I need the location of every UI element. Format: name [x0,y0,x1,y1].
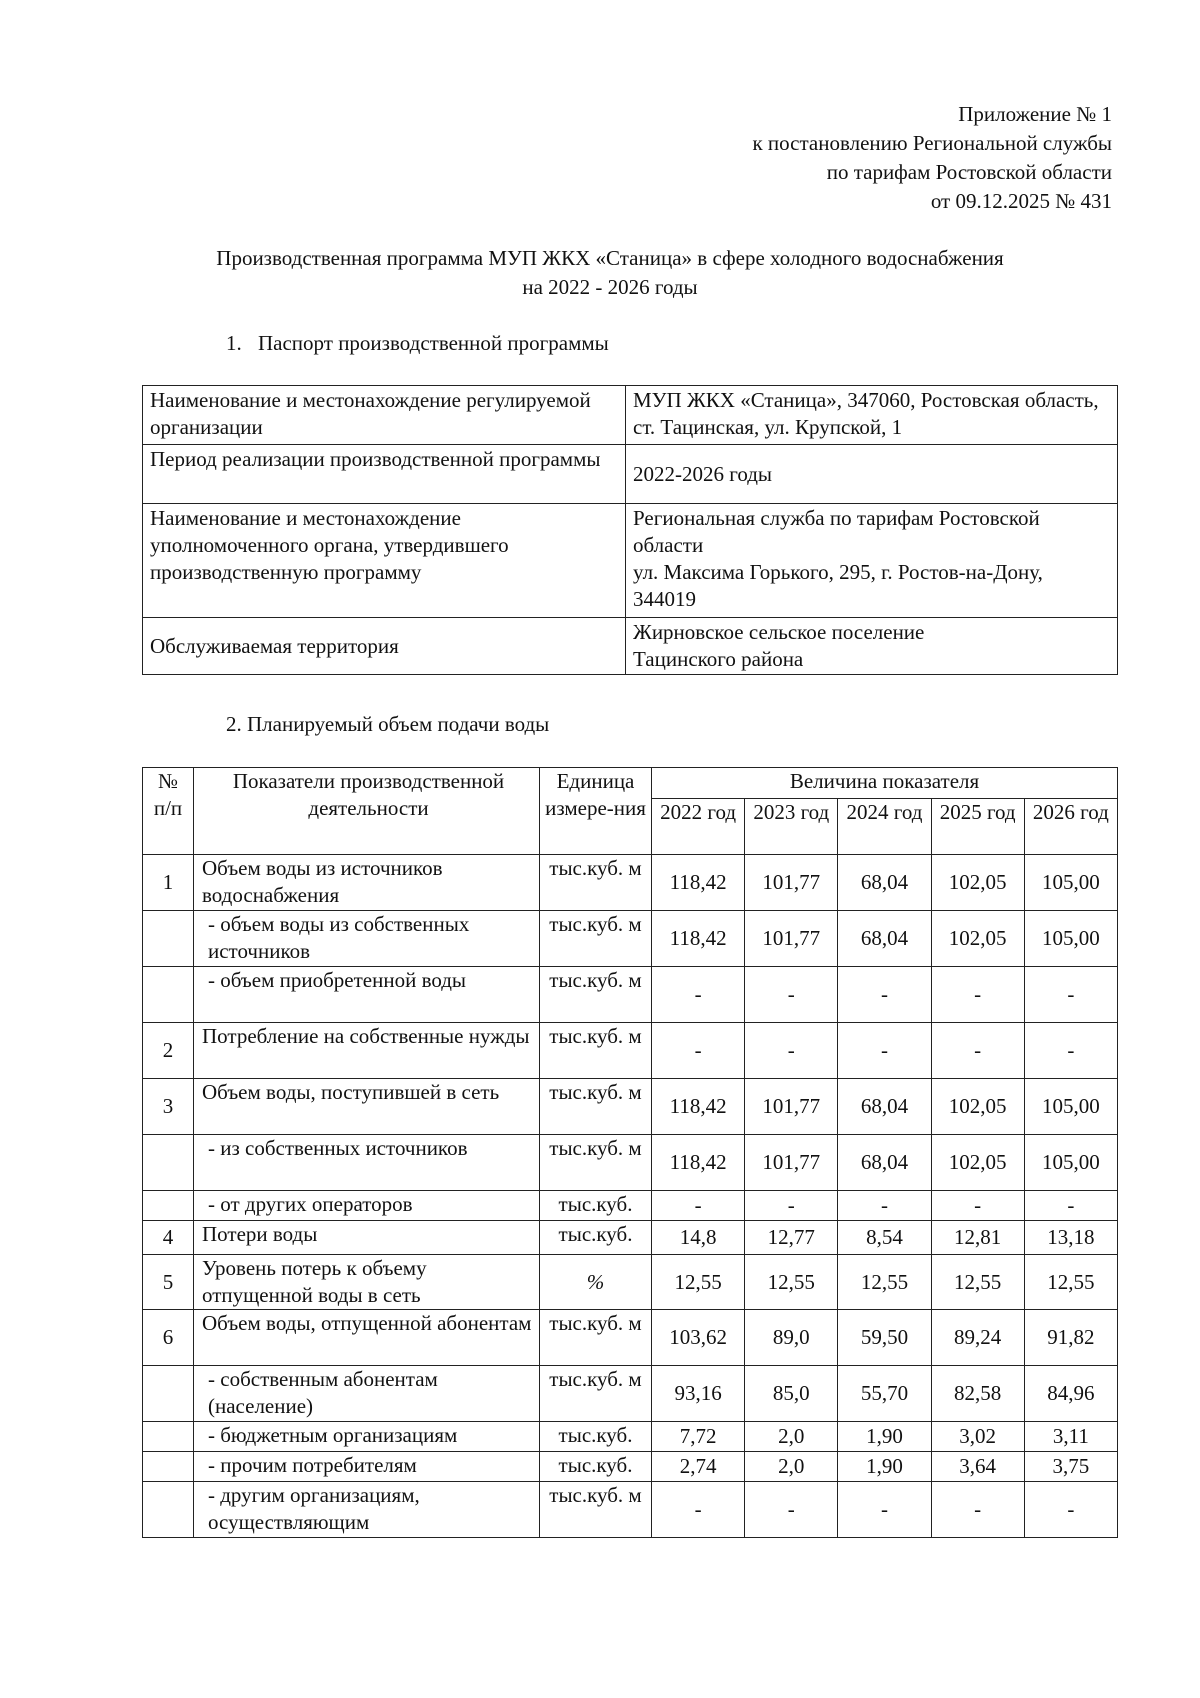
unit-cell: тыс.куб. м [540,967,652,1023]
table-row [143,967,1118,1023]
passport-value: 2022-2026 годы [626,445,1118,504]
value-cell: - [652,967,745,1023]
passport-label: Наименование и местонахождение регулируемой организации [143,386,626,445]
row-number [143,1452,194,1482]
value-cell: - [931,1482,1024,1538]
section-2-heading: 2. Планируемый объем подачи воды [226,712,550,736]
indicator-name: - объем воды из собственных источников [194,911,540,967]
col-header-no: № п/п [143,768,194,855]
row-number [143,1422,194,1452]
indicator-name: - бюджетным организациям [194,1422,540,1452]
unit-cell: тыс.куб. [540,1452,652,1482]
value-cell: 89,24 [931,1310,1024,1366]
value-cell: 102,05 [931,1079,1024,1135]
value-cell: 105,00 [1024,1079,1117,1135]
value-cell: 103,62 [652,1310,745,1366]
value-cell: 89,0 [745,1310,838,1366]
passport-value [626,618,1118,675]
value-cell: 8,54 [838,1221,931,1255]
table-row [143,855,1118,911]
value-cell: - [838,1191,931,1221]
value-cell: - [931,1023,1024,1079]
table-row [143,1422,1118,1452]
value-cell: 101,77 [745,1135,838,1191]
value-cell: 68,04 [838,1079,931,1135]
unit-cell: тыс.куб. м [540,1366,652,1422]
section-title: Паспорт производственной программы [258,331,609,355]
value-cell: - [745,1191,838,1221]
value-cell: 7,72 [652,1422,745,1452]
table-row [143,1135,1118,1191]
row-number [143,911,194,967]
value-cell: - [745,967,838,1023]
value-cell: - [1024,1023,1117,1079]
value-cell: - [1024,1482,1117,1538]
value-cell: 68,04 [838,855,931,911]
value-cell: 12,55 [931,1255,1024,1310]
value-cell: 55,70 [838,1366,931,1422]
unit-cell: тыс.куб. [540,1191,652,1221]
value-cell: - [652,1023,745,1079]
col-header-year: 2022 год [652,799,745,855]
value-cell: - [931,967,1024,1023]
passport-value-line: ул. Максима Горького, 295, г. Ростов-на-Дону, 344019 [633,560,1043,611]
table-row [143,1366,1118,1422]
col-header-value-group: Величина показателя [652,768,1118,799]
unit-cell: тыс.куб. м [540,1023,652,1079]
col-header-unit: Единица измере-ния [540,768,652,855]
indicator-name: Потребление на собственные нужды [194,1023,540,1079]
passport-row [143,618,1118,675]
row-number [143,1482,194,1538]
section-1-heading [226,330,609,356]
unit-cell: тыс.куб. [540,1422,652,1452]
value-cell: - [745,1482,838,1538]
value-cell: 2,74 [652,1452,745,1482]
indicator-name: Объем воды из источников водоснабжения [194,855,540,911]
passport-value-line: Тацинского района [633,647,804,671]
title-line: Производственная программа МУП ЖКХ «Станица» в сфере холодного водоснабжения [216,246,1004,270]
row-number: 3 [143,1079,194,1135]
annex-line: Приложение № 1 [958,102,1112,126]
water-volume-table [142,767,1118,1538]
unit-cell: тыс.куб. [540,1221,652,1255]
value-cell: 85,0 [745,1366,838,1422]
passport-value-line: Региональная служба по тарифам Ростовской области [633,506,1040,557]
value-cell: 68,04 [838,1135,931,1191]
value-cell: - [838,967,931,1023]
indicator-name: - другим организациям, осуществляющим [194,1482,540,1538]
row-number [143,1366,194,1422]
value-cell: 118,42 [652,911,745,967]
section-number: 1. [226,331,242,355]
col-header-year: 2024 год [838,799,931,855]
table-row [143,1452,1118,1482]
value-cell: 14,8 [652,1221,745,1255]
title-line: на 2022 - 2026 годы [522,275,698,299]
value-cell: 3,75 [1024,1452,1117,1482]
value-cell: 105,00 [1024,911,1117,967]
table-row [143,1221,1118,1255]
col-header-year: 2023 год [745,799,838,855]
indicator-name: Уровень потерь к объему отпущенной воды в сеть [194,1255,540,1310]
value-cell: - [931,1191,1024,1221]
passport-row [143,386,1118,445]
annex-header [752,100,1112,216]
row-number [143,967,194,1023]
unit-cell: тыс.куб. м [540,1310,652,1366]
value-cell: 101,77 [745,855,838,911]
unit-cell: тыс.куб. м [540,1135,652,1191]
indicator-name: Потери воды [194,1221,540,1255]
table-row [143,1482,1118,1538]
col-header-indicator: Показатели производственной деятельности [194,768,540,855]
value-cell: 1,90 [838,1422,931,1452]
value-cell: 3,02 [931,1422,1024,1452]
table-row [143,1079,1118,1135]
passport-row [143,504,1118,618]
passport-row [143,445,1118,504]
value-cell: 101,77 [745,1079,838,1135]
indicator-name: Объем воды, поступившей в сеть [194,1079,540,1135]
value-cell: - [838,1023,931,1079]
value-cell: 2,0 [745,1452,838,1482]
row-number: 6 [143,1310,194,1366]
document-title [130,244,1090,302]
value-cell: 102,05 [931,1135,1024,1191]
value-cell: 105,00 [1024,855,1117,911]
col-header-year: 2025 год [931,799,1024,855]
table-body [143,855,1118,1538]
value-cell: - [1024,1191,1117,1221]
value-cell: - [652,1482,745,1538]
value-cell: 3,11 [1024,1422,1117,1452]
indicator-name: - объем приобретенной воды [194,967,540,1023]
value-cell: 13,18 [1024,1221,1117,1255]
value-cell: 118,42 [652,1079,745,1135]
unit-cell: % [540,1255,652,1310]
passport-value-line: Жирновское сельское поселение [633,620,925,644]
table-row [143,1255,1118,1310]
indicator-name: - прочим потребителям [194,1452,540,1482]
value-cell: 1,90 [838,1452,931,1482]
row-number: 1 [143,855,194,911]
value-cell: - [745,1023,838,1079]
table-row [143,1191,1118,1221]
value-cell: 118,42 [652,855,745,911]
value-cell: - [838,1482,931,1538]
annex-line: от 09.12.2025 № 431 [930,189,1112,213]
unit-cell: тыс.куб. м [540,1482,652,1538]
table-row [143,911,1118,967]
unit-cell: тыс.куб. м [540,855,652,911]
value-cell: 12,77 [745,1221,838,1255]
col-header-year: 2026 год [1024,799,1117,855]
passport-label: Период реализации производственной программы [143,445,626,504]
passport-label: Наименование и местонахождение уполномоченного органа, утвердившего производственную программу [143,504,626,618]
value-cell: 12,81 [931,1221,1024,1255]
value-cell: 68,04 [838,911,931,967]
passport-label: Обслуживаемая территория [143,618,626,675]
value-cell: 91,82 [1024,1310,1117,1366]
value-cell: 84,96 [1024,1366,1117,1422]
indicator-name: - собственным абонентам (население) [194,1366,540,1422]
row-number [143,1135,194,1191]
annex-line: к постановлению Региональной службы [752,131,1112,155]
value-cell: 3,64 [931,1452,1024,1482]
table-row [143,1023,1118,1079]
table-row [143,1310,1118,1366]
row-number: 5 [143,1255,194,1310]
value-cell: 101,77 [745,911,838,967]
value-cell: 12,55 [745,1255,838,1310]
passport-table [142,385,1118,675]
row-number: 2 [143,1023,194,1079]
value-cell: 102,05 [931,855,1024,911]
passport-value: МУП ЖКХ «Станица», 347060, Ростовская область, ст. Тацинская, ул. Крупской, 1 [626,386,1118,445]
value-cell: 12,55 [1024,1255,1117,1310]
row-number [143,1191,194,1221]
value-cell: 82,58 [931,1366,1024,1422]
value-cell: - [1024,967,1117,1023]
value-cell: 2,0 [745,1422,838,1452]
value-cell: 118,42 [652,1135,745,1191]
passport-value [626,504,1118,618]
value-cell: 93,16 [652,1366,745,1422]
value-cell: 59,50 [838,1310,931,1366]
unit-cell: тыс.куб. м [540,911,652,967]
indicator-name: - из собственных источников [194,1135,540,1191]
unit-cell: тыс.куб. м [540,1079,652,1135]
value-cell: 105,00 [1024,1135,1117,1191]
header-row [143,768,1118,799]
indicator-name: Объем воды, отпущенной абонентам [194,1310,540,1366]
value-cell: - [652,1191,745,1221]
annex-line: по тарифам Ростовской области [826,160,1112,184]
row-number: 4 [143,1221,194,1255]
value-cell: 12,55 [652,1255,745,1310]
value-cell: 102,05 [931,911,1024,967]
value-cell: 12,55 [838,1255,931,1310]
indicator-name: - от других операторов [194,1191,540,1221]
